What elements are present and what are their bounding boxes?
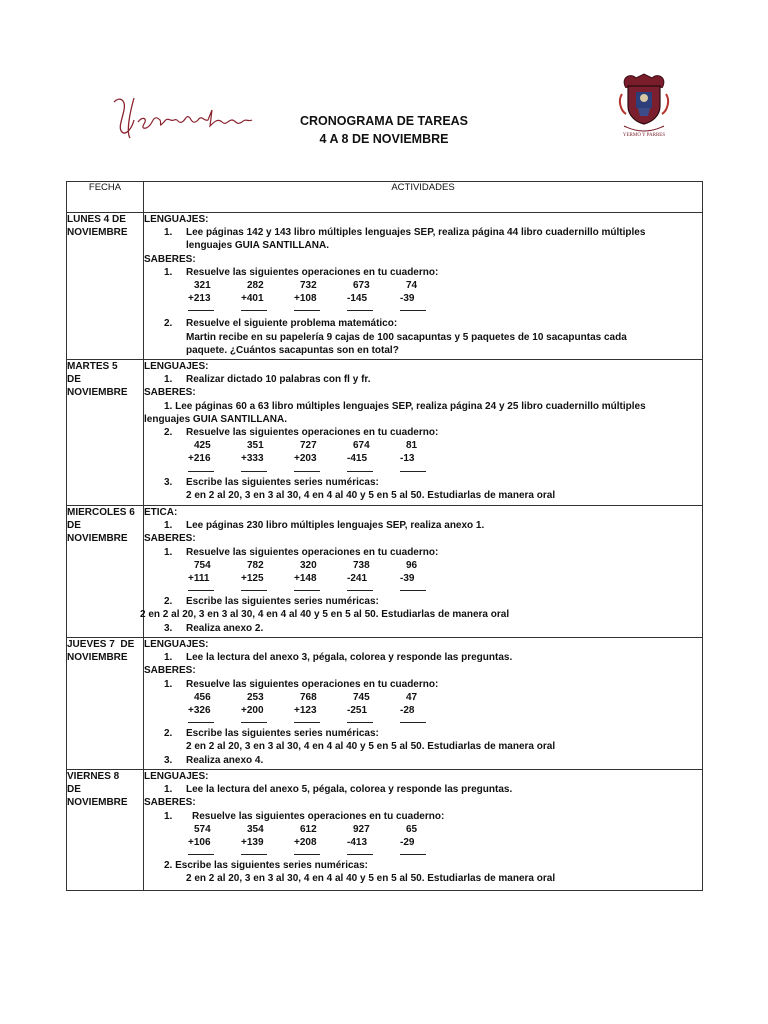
date-line: DE bbox=[67, 784, 81, 795]
section-title: SABERES: bbox=[144, 253, 196, 265]
svg-text:YERMO Y PARRES: YERMO Y PARRES bbox=[622, 133, 666, 138]
list-item: 1. Resuelve las siguientes operaciones en tu cuaderno: bbox=[164, 678, 439, 690]
list-item: 1. Lee páginas 230 libro múltiples lenguajes SEP, realiza anexo 1. bbox=[164, 520, 485, 532]
table-header-row bbox=[67, 182, 703, 213]
date-cell bbox=[67, 638, 144, 770]
operations-top-row: 754 782 320 738 96 bbox=[194, 559, 418, 571]
column-header-actividades: ACTIVIDADES bbox=[144, 182, 703, 213]
activities-cell bbox=[144, 638, 703, 770]
table-row bbox=[67, 506, 703, 638]
section-title: SABERES: bbox=[144, 797, 196, 809]
date-line: MARTES 5 bbox=[67, 361, 118, 372]
table-row bbox=[67, 770, 703, 891]
operations-top-row: 574 354 612 927 65 bbox=[194, 823, 418, 835]
date-line: DE bbox=[67, 374, 81, 385]
list-item: 3. Realiza anexo 2. bbox=[164, 622, 264, 634]
date-line: NOVIEMBRE bbox=[67, 652, 128, 663]
series-text: 2 en 2 al 20, 3 en 3 al 30, 4 en 4 al 40 y 5 en 5 al 50. Estudiarlas de manera oral bbox=[186, 489, 556, 501]
date-line: DE bbox=[67, 520, 81, 531]
list-item-continued: lenguajes GUIA SANTILLANA. bbox=[186, 240, 329, 252]
section-title: SABERES: bbox=[144, 665, 196, 677]
date-line: NOVIEMBRE bbox=[67, 533, 128, 544]
column-header-fecha: FECHA bbox=[67, 182, 144, 213]
section-title: LENGUAJES: bbox=[144, 214, 209, 225]
list-item-continued: lenguajes GUIA SANTILLANA. bbox=[144, 413, 287, 425]
date-line: NOVIEMBRE bbox=[67, 227, 128, 238]
operations-bottom-row: +326 +200 +123 -251 -28 bbox=[188, 705, 415, 717]
date-cell bbox=[67, 506, 144, 638]
section-title: SABERES: bbox=[144, 533, 196, 545]
series-text: 2 en 2 al 20, 3 en 3 al 30, 4 en 4 al 40 y 5 en 5 al 50. Estudiarlas de manera oral bbox=[186, 741, 556, 753]
list-item: 1. Lee páginas 60 a 63 libro múltiples lenguajes SEP, realiza página 24 y 25 libro cuadernillo múltiples bbox=[164, 400, 646, 412]
date-line: VIERNES 8 bbox=[67, 771, 120, 782]
problem-text: Martin recibe en su papelería 9 cajas de 100 sacapuntas y 5 paquetes de 10 sacapuntas cada bbox=[186, 331, 627, 343]
date-cell bbox=[67, 213, 144, 360]
series-text: 2 en 2 al 20, 3 en 3 al 30, 4 en 4 al 40 y 5 en 5 al 50. Estudiarlas de manera oral bbox=[140, 609, 510, 621]
date-cell bbox=[67, 360, 144, 506]
series-text: 2 en 2 al 20, 3 en 3 al 30, 4 en 4 al 40 y 5 en 5 al 50. Estudiarlas de manera oral bbox=[186, 873, 556, 885]
list-item: 2. Escribe las siguientes series numéricas: bbox=[164, 728, 379, 740]
table-row bbox=[67, 638, 703, 770]
schedule-table bbox=[66, 181, 703, 891]
date-line: NOVIEMBRE bbox=[67, 387, 128, 398]
operations-bottom-row: +216 +333 +203 -415 -13 bbox=[188, 453, 415, 465]
list-item: 1. Resuelve las siguientes operaciones en tu cuaderno: bbox=[164, 546, 439, 558]
operations-top-row: 425 351 727 674 81 bbox=[194, 440, 418, 452]
operations-bottom-row: +106 +139 +208 -413 -29 bbox=[188, 837, 415, 849]
list-item: 2. Resuelve el siguiente problema matemático: bbox=[164, 318, 398, 330]
school-crest-icon bbox=[616, 70, 672, 140]
activities-cell bbox=[144, 213, 703, 360]
date-line: LUNES 4 DE bbox=[67, 214, 126, 225]
operations-top-row: 456 253 768 745 47 bbox=[194, 691, 418, 703]
activities-cell bbox=[144, 360, 703, 506]
section-title: LENGUAJES: bbox=[144, 361, 209, 372]
list-item: 3. Escribe las siguientes series numéricas: bbox=[164, 476, 379, 488]
date-line: MIERCOLES 6 bbox=[67, 507, 135, 518]
table-row bbox=[67, 360, 703, 506]
list-item: 2. Escribe las siguientes series numéricas: bbox=[164, 860, 368, 872]
problem-text: paquete. ¿Cuántos sacapuntas son en total? bbox=[186, 344, 399, 356]
list-item: 1. Resuelve las siguientes operaciones en tu cuaderno: bbox=[164, 266, 439, 278]
section-title: LENGUAJES: bbox=[144, 639, 209, 650]
section-title: ETICA: bbox=[144, 507, 178, 518]
list-item: 1. Realizar dictado 10 palabras con fl y fr. bbox=[164, 374, 371, 386]
table-row bbox=[67, 213, 703, 360]
date-cell bbox=[67, 770, 144, 891]
operations-top-row: 321 282 732 673 74 bbox=[194, 280, 418, 292]
operations-bottom-row: +213 +401 +108 -145 -39 bbox=[188, 293, 415, 305]
activities-cell bbox=[140, 506, 703, 638]
list-item: 1. Resuelve las siguientes operaciones en tu cuaderno: bbox=[164, 810, 445, 822]
list-item: 2. Resuelve las siguientes operaciones en tu cuaderno: bbox=[164, 427, 439, 439]
document-title: CRONOGRAMA DE TAREAS bbox=[299, 114, 469, 128]
date-line: NOVIEMBRE bbox=[67, 797, 128, 808]
list-item: 2. Escribe las siguientes series numéricas: bbox=[164, 596, 379, 608]
list-item: 1. Lee páginas 142 y 143 libro múltiples lenguajes SEP, realiza página 44 libro cuadernillo múltiples bbox=[164, 227, 646, 239]
document-date-range: 4 A 8 DE NOVIEMBRE bbox=[319, 132, 449, 146]
section-title: LENGUAJES: bbox=[144, 771, 209, 782]
list-item: 1. Lee la lectura del anexo 3, pégala, colorea y responde las preguntas. bbox=[164, 652, 513, 664]
operations-bottom-row: +111 +125 +148 -241 -39 bbox=[188, 573, 415, 585]
list-item: 3. Realiza anexo 4. bbox=[164, 754, 264, 766]
activities-cell bbox=[144, 770, 703, 891]
list-item: 1. Lee la lectura del anexo 5, pégala, colorea y responde las preguntas. bbox=[164, 784, 513, 796]
date-line: JUEVES 7 DE bbox=[67, 639, 135, 650]
section-title: SABERES: bbox=[144, 387, 196, 399]
